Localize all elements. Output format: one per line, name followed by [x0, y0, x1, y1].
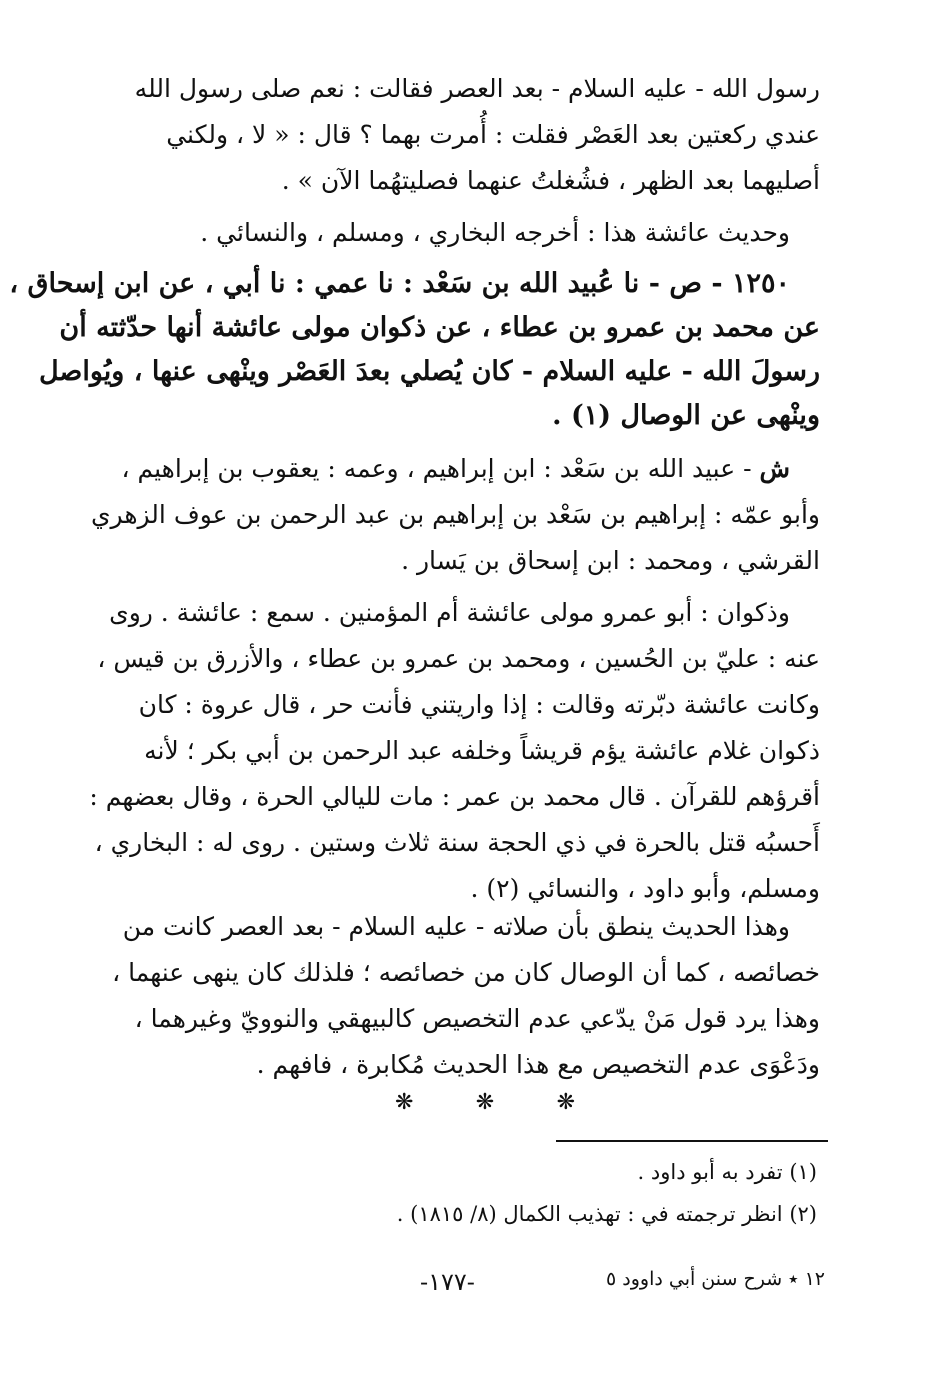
text-line: أقرؤهم للقرآن . قال محمد بن عمر : مات لليالي الحرة ، وقال بعضهم : — [89, 782, 820, 811]
asterism-icon: ❋ — [556, 1090, 575, 1115]
paragraph-continuation — [130, 66, 820, 204]
text-line: عن محمد بن عمرو بن عطاء ، عن ذكوان مولى عائشة أنها حدّثته أن — [59, 312, 820, 343]
paragraph-dhakwan-bio — [89, 590, 820, 912]
text-line: وكانت عائشة دبّرته وقالت : إذا واريتني فأنت حر ، قال عروة : كان — [138, 690, 820, 719]
footnote-1: (١) تفرد به أبو داود . — [637, 1160, 817, 1184]
signature-mark: ١٢ ٭ شرح سنن أبي داوود ٥ — [606, 1268, 825, 1290]
text-line: وذكوان : أبو عمرو مولى عائشة أم المؤمنين . سمع : عائشة . روى — [109, 598, 790, 627]
text-line: ودَعْوَى عدم التخصيص مع هذا الحديث مُكابرة ، فافهم . — [256, 1050, 820, 1079]
text-line: وهذا يرد قول مَنْ يدّعي عدم التخصيص كالبيهقي والنوويّ وغيرهما ، — [134, 1004, 820, 1033]
paragraph-hadith-source — [130, 210, 820, 256]
text-line: خصائصه ، كما أن الوصال كان من خصائصه ؛ فلذلك كان ينهى عنهما ، — [112, 958, 820, 987]
text-line: رسول الله - عليه السلام - بعد العصر فقالت : نعم صلى رسول الله — [134, 74, 820, 103]
text-line — [121, 446, 820, 492]
asterism-icon: ❋ — [475, 1090, 495, 1115]
text-line: ومسلم، وأبو داود ، والنسائي (٢) . — [470, 874, 820, 903]
text-line: وهذا الحديث ينطق بأن صلاته - عليه السلام - بعد العصر كانت من — [122, 912, 790, 941]
commentary-marker: ش — [759, 454, 790, 483]
text-line: أصليهما بعد الظهر ، فشُغلتُ عنهما فصليتهُما الآن » . — [281, 166, 820, 195]
text-line: عنه : عليّ بن الحُسين ، ومحمد بن عمرو بن عطاء ، والأزرق بن قيس ، — [97, 644, 820, 673]
text-line: ذكوان غلام عائشة يؤم قريشاً وخلفه عبد الرحمن بن أبي بكر ؛ لأنه — [144, 736, 820, 765]
text-line: وحديث عائشة هذا : أخرجه البخاري ، ومسلم ، والنسائي . — [200, 218, 790, 247]
paragraph-commentary — [90, 446, 820, 584]
footnote-separator — [556, 1140, 828, 1142]
text-line: عندي ركعتين بعد العَصْر فقلت : أُمرت بهما ؟ قال : « لا ، ولكني — [166, 120, 820, 149]
paragraph-hadith-1250 — [9, 262, 820, 438]
text-line: القرشي ، ومحمد : ابن إسحاق بن يَسار . — [401, 546, 820, 575]
page-number: -١٧٧- — [420, 1268, 475, 1296]
footnote-2: (٢) انظر ترجمته في : تهذيب الكمال (٨/ ١٨١٥) . — [396, 1202, 817, 1226]
paragraph-conclusion — [112, 904, 820, 1088]
text-line: أَحسبُه قتل بالحرة في ذي الحجة سنة ثلاث وستين . روى له : البخاري ، — [94, 828, 820, 857]
asterism-icon: ❋ — [395, 1090, 414, 1115]
text-line: وينْهى عن الوصال (١) . — [552, 400, 820, 431]
text-line-content: - عبيد الله بن سَعْد : ابن إبراهيم ، وعمه : يعقوب بن إبراهيم ، — [121, 454, 760, 483]
text-line: ١٢٥٠ - ص - نا عُبيد الله بن سَعْد : نا عمي : نا أبي ، عن ابن إسحاق ، — [9, 268, 790, 299]
section-ornament — [395, 1090, 575, 1115]
text-line: رسولَ الله - عليه السلام - كان يُصلي بعدَ العَصْر وينْهى عنها ، ويُواصل — [38, 356, 820, 387]
text-line: وأبو عمّه : إبراهيم بن سَعْد بن إبراهيم بن عبد الرحمن بن عوف الزهري — [90, 500, 820, 529]
